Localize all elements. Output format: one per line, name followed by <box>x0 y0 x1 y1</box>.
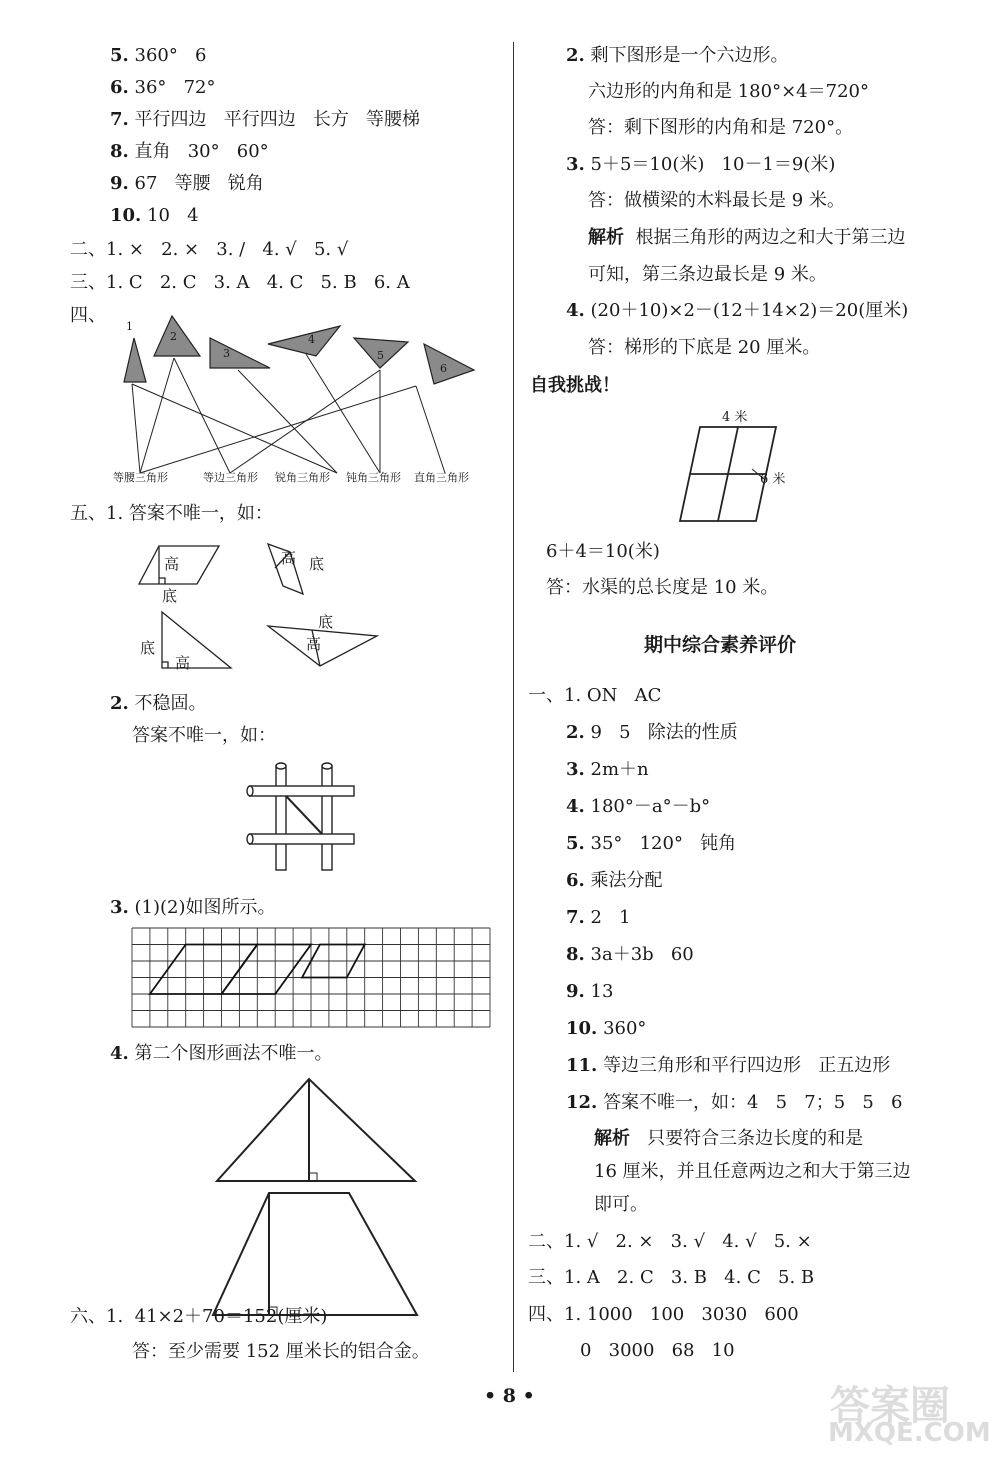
num: 7. <box>566 907 585 928</box>
r-answer-2c: 答：剩下图形的内角和是 720°。 <box>588 117 854 138</box>
num: 2. <box>566 722 585 743</box>
num: 3. <box>566 759 585 780</box>
num: 11. <box>566 1055 598 1076</box>
text: 3a＋3b 60 <box>590 944 694 965</box>
triangle-number-5: 5 <box>377 349 384 362</box>
text: 答案不唯一，如：4 5 7；5 5 6 <box>603 1092 903 1113</box>
midterm-1-2 <box>566 721 738 745</box>
num: 12. <box>566 1092 598 1113</box>
type-isosceles: 等腰三角形 <box>113 471 168 484</box>
text: 乘法分配 <box>590 870 663 891</box>
grid-parallelogram <box>222 945 312 995</box>
midterm-1-9 <box>566 980 613 1004</box>
midterm-title: 期中综合素养评价 <box>644 634 797 656</box>
text: 只要符合三条边长度的和是 <box>647 1128 864 1149</box>
r-answer-2 <box>566 44 789 68</box>
num: 9. <box>566 981 585 1002</box>
channel-calc: 6＋4＝10(米) <box>546 541 660 562</box>
text: 剩下图形是一个六边形。 <box>590 45 789 66</box>
text: 13 <box>590 981 614 1002</box>
num: 3. <box>566 154 585 175</box>
text: 直角 30° 60° <box>134 141 269 162</box>
answer-9 <box>110 172 264 196</box>
text: 不稳固。 <box>134 693 207 714</box>
section-4-label: 四、 <box>70 305 106 326</box>
midterm-1-6 <box>566 869 663 893</box>
label-6m: 6 米 <box>760 472 786 487</box>
text: 平行四边 平行四边 长方 等腰梯 <box>134 109 421 130</box>
section-5-1: 五、1. 答案不唯一，如： <box>70 503 273 524</box>
num: 5. <box>566 833 585 854</box>
midterm-1-10 <box>566 1017 646 1041</box>
num: 6. <box>566 870 585 891</box>
fence-figure <box>246 760 356 872</box>
watermark-url: MXQE.COM <box>828 1418 991 1448</box>
midterm-4b: 0 3000 68 10 <box>580 1340 735 1361</box>
section-6-1: 六、1. 41×2＋70＝152(厘米) <box>70 1306 328 1327</box>
midterm-1-8 <box>566 943 694 967</box>
midterm-3: 三、1. A 2. C 3. B 4. C 5. B <box>528 1267 815 1288</box>
text: 根据三角形的两边之和大于第三边 <box>635 227 906 248</box>
section-3: 三、1. C 2. C 3. A 4. C 5. B 6. A <box>70 272 410 293</box>
page-number: • 8 • <box>484 1385 535 1407</box>
triangle-number-1: 1 <box>126 320 133 333</box>
triangle-number-3: 3 <box>223 347 230 360</box>
type-right: 直角三角形 <box>414 471 469 484</box>
midterm-1-5 <box>566 832 736 856</box>
r-answer-4b: 答：梯形的下底是 20 厘米。 <box>588 337 821 358</box>
column-divider <box>513 42 514 1372</box>
text: (20＋10)×2－(12＋14×2)＝20(厘米) <box>590 300 909 321</box>
text: (1)(2)如图所示。 <box>134 897 276 918</box>
num: 2. <box>110 693 129 714</box>
num: 5. <box>110 45 129 66</box>
analysis-label: 解析 <box>594 1128 630 1149</box>
midterm-1-1: 一、1. ON AC <box>528 685 662 706</box>
midterm-1-4 <box>566 795 710 819</box>
r-answer-4 <box>566 299 908 323</box>
text: 35° 120° 钝角 <box>590 833 737 854</box>
num: 4. <box>566 300 585 321</box>
text: 360° <box>603 1018 647 1039</box>
text: 等边三角形和平行四边形 正五边形 <box>603 1055 891 1076</box>
triangle-trapezoid-figure <box>213 1077 423 1315</box>
text: 第二个图形画法不唯一。 <box>134 1043 333 1064</box>
answer-5-4 <box>110 1042 333 1066</box>
triangle-matching-figure <box>110 316 490 476</box>
label-base-4: 底 <box>318 613 334 631</box>
num: 8. <box>566 944 585 965</box>
num: 2. <box>566 45 585 66</box>
midterm-2: 二、1. √ 2. × 3. √ 4. √ 5. × <box>528 1231 812 1252</box>
analysis-label: 解析 <box>588 227 624 248</box>
text: 2 1 <box>590 907 631 928</box>
midterm-analysis-b: 16 厘米，并且任意两边之和大于第三边 <box>594 1161 911 1182</box>
num: 10. <box>110 205 142 226</box>
text: 67 等腰 锐角 <box>134 173 264 194</box>
answer-8 <box>110 140 269 164</box>
section-6-1-answer: 答：至少需要 152 厘米长的铝合金。 <box>132 1341 430 1362</box>
text: 5＋5＝10(米) 10－1＝9(米) <box>590 154 836 175</box>
text: 9 5 除法的性质 <box>590 722 738 743</box>
channel-answer: 答：水渠的总长度是 10 米。 <box>546 577 779 598</box>
label-base-2: 底 <box>309 555 325 573</box>
r-answer-3b: 答：做横梁的木料最长是 9 米。 <box>588 190 845 211</box>
r-answer-2b: 六边形的内角和是 180°×4＝720° <box>588 81 869 102</box>
midterm-analysis-c: 即可。 <box>594 1194 648 1215</box>
triangle-number-4: 4 <box>308 333 315 346</box>
num: 10. <box>566 1018 598 1039</box>
answer-5-2 <box>110 692 207 716</box>
type-obtuse: 钝角三角形 <box>346 471 401 484</box>
type-acute: 锐角三角形 <box>275 471 330 484</box>
triangle-number-6: 6 <box>440 362 447 375</box>
num: 9. <box>110 173 129 194</box>
answer-7 <box>110 108 420 132</box>
num: 4. <box>110 1043 129 1064</box>
label-height-3: 高 <box>175 654 191 672</box>
page-number-value: 8 <box>502 1385 516 1407</box>
midterm-1-3 <box>566 758 649 782</box>
text: 2m＋n <box>590 759 649 780</box>
r-analysis-3 <box>588 226 905 250</box>
label-height-1: 高 <box>164 555 180 573</box>
section-2: 二、1. × 2. × 3. / 4. √ 5. √ <box>70 239 349 260</box>
num: 6. <box>110 77 129 98</box>
grid-figure <box>132 928 490 1028</box>
midterm-analysis <box>594 1127 863 1151</box>
midterm-1-11 <box>566 1054 890 1078</box>
r-answer-3 <box>566 153 835 177</box>
num: 7. <box>110 109 129 130</box>
label-height-4: 高 <box>306 635 322 653</box>
answer-5 <box>110 44 207 68</box>
label-4m: 4 米 <box>722 410 748 425</box>
num: 8. <box>110 141 129 162</box>
text: 10 4 <box>147 205 199 226</box>
type-equilateral: 等边三角形 <box>203 471 258 484</box>
midterm-1-12 <box>566 1091 902 1115</box>
text: 180°－a°－b° <box>590 796 711 817</box>
answer-5-2b: 答案不唯一，如： <box>132 725 276 746</box>
label-base-3: 底 <box>140 639 156 657</box>
midterm-1-7 <box>566 906 631 930</box>
answer-6 <box>110 76 216 100</box>
midterm-4: 四、1. 1000 100 3030 600 <box>528 1304 799 1325</box>
self-challenge-heading: 自我挑战！ <box>530 375 620 396</box>
label-base-1: 底 <box>162 587 178 605</box>
r-analysis-3b: 可知，第三条边最长是 9 米。 <box>588 264 827 285</box>
num: 3. <box>110 897 129 918</box>
answer-10 <box>110 204 199 228</box>
triangle-number-2: 2 <box>170 330 177 343</box>
text: 36° 72° <box>134 77 216 98</box>
label-height-2: 高 <box>281 549 297 567</box>
num: 4. <box>566 796 585 817</box>
text: 360° 6 <box>134 45 207 66</box>
answer-5-3 <box>110 896 276 920</box>
watermark-logo: 答案圈 <box>830 1383 950 1429</box>
